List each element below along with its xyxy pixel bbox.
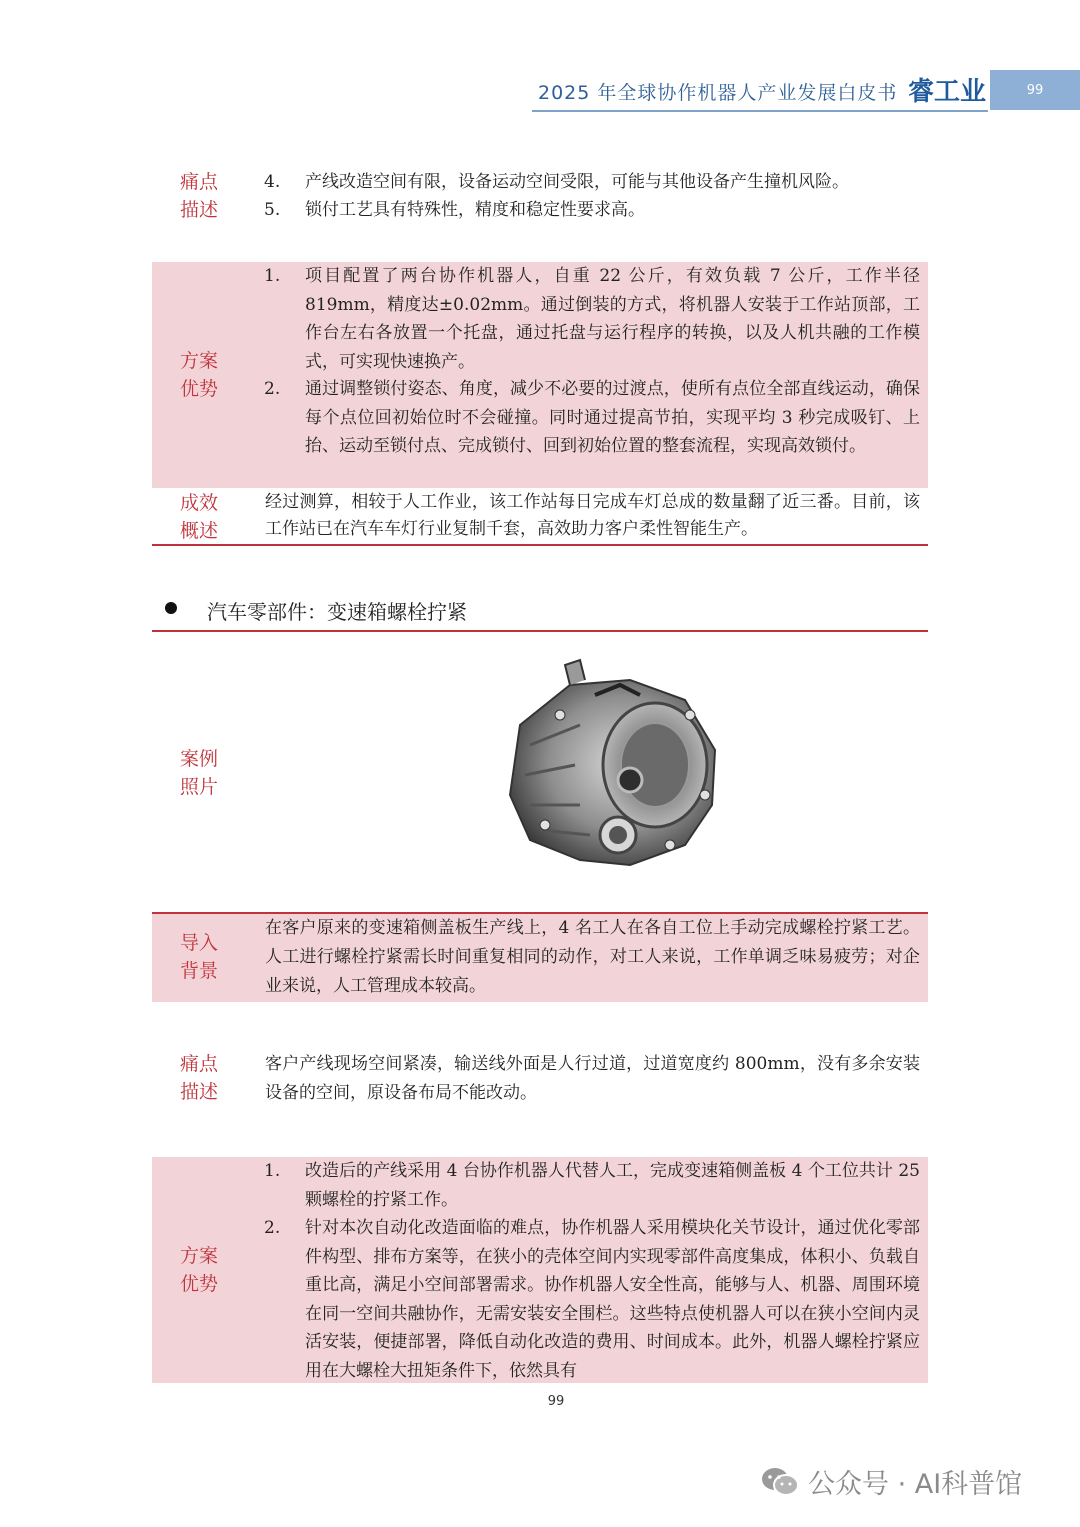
report-title: 2025 年全球协作机器人产业发展白皮书 <box>538 82 898 104</box>
pain-text: 客户产线现场空间紧凑，输送线外面是人行过道，过道宽度约 800mm，没有多余安装设备的空间，原设备布局不能改动。 <box>265 1054 920 1103</box>
solution-label: 方案 优势 <box>180 1245 219 1295</box>
header-page-number: 99 <box>990 70 1080 110</box>
watermark <box>760 1462 1022 1501</box>
pain-item: 产线改造空间有限，设备运动空间受限，可能与其他设备产生撞机风险。 <box>305 172 849 192</box>
section-title: 汽车零部件：变速箱螺栓拧紧 <box>207 600 467 624</box>
page-number: 99 <box>547 1394 565 1409</box>
pain-label: 痛点 描述 <box>180 171 219 221</box>
solution-item: 通过调整锁付姿态、角度，减少不必要的过渡点，使所有点位全部直线运动，确保每个点位回初始位时不会碰撞。同时通过提高节拍，实现平均 3 秒完成吸钉、上抬、运动至锁付点、完成锁付、回到初始位置的整套流程，实现高效锁付。 <box>305 379 920 456</box>
solution-item: 针对本次自动化改造面临的难点，协作机器人采用模块化关节设计，通过优化零部件构型、排布方案等，在狭小的壳体空间内实现零部件高度集成，体积小、负载自重比高，满足小空间部署需求。协作机器人安全性高，能够与人、机器、周围环境在同一空间共融协作，无需安装安全围栏。这些特点使机器人可以在狭小空间内灵活安装，便捷部署，降低自动化改造的费用、时间成本。此外，机器人螺栓拧紧应用在大螺栓大扭矩条件下，依然具有 <box>305 1218 920 1381</box>
result-label: 成效 概述 <box>180 492 219 542</box>
list-number: 2. <box>264 379 281 399</box>
wechat-icon <box>760 1466 800 1498</box>
background-label: 导入 背景 <box>180 932 219 982</box>
background-text: 在客户原来的变速箱侧盖板生产线上，4 名工人在各自工位上手动完成螺栓拧紧工艺。人工进行螺栓拧紧需长时间重复相同的动作，对工人来说，工作单调乏味易疲劳；对企业来说，人工管理成本较高。 <box>265 918 920 996</box>
solution-item: 项目配置了两台协作机器人，自重 22 公斤，有效负载 7 公斤，工作半径 819mm，精度达±0.02mm。通过倒装的方式，将机器人安装于工作站顶部，工作台左右各放置一个托盘，通过托盘与运行程序的转换，以及人机共融的工作模式，可实现快速换产。 <box>305 266 920 372</box>
bullet-icon <box>165 602 177 614</box>
solution-item: 改造后的产线采用 4 台协作机器人代替人工，完成变速箱侧盖板 4 个工位共计 25 颗螺栓的拧紧工作。 <box>305 1161 920 1210</box>
watermark-text: 公众号 · AI科普馆 <box>808 1469 1023 1500</box>
header-divider <box>532 110 988 112</box>
pain-label: 痛点 描述 <box>180 1053 219 1103</box>
list-number: 2. <box>264 1218 281 1238</box>
list-number: 4. <box>264 172 281 192</box>
list-number: 1. <box>264 1161 281 1181</box>
gearbox-photo <box>500 655 725 885</box>
result-text: 经过测算，相较于人工作业，该工作站每日完成车灯总成的数量翻了近三番。目前，该工作站已在汽车车灯行业复制千套，高效助力客户柔性智能生产。 <box>265 492 920 539</box>
list-number: 1. <box>264 266 281 286</box>
photo-label: 案例 照片 <box>180 748 219 798</box>
pain-item: 锁付工艺具有特殊性，精度和稳定性要求高。 <box>305 200 645 220</box>
list-number: 5. <box>264 200 281 220</box>
brand-logo: 睿工业 <box>908 77 987 107</box>
solution-label: 方案 优势 <box>180 350 219 400</box>
section-divider <box>152 544 928 546</box>
section-divider <box>152 630 928 632</box>
